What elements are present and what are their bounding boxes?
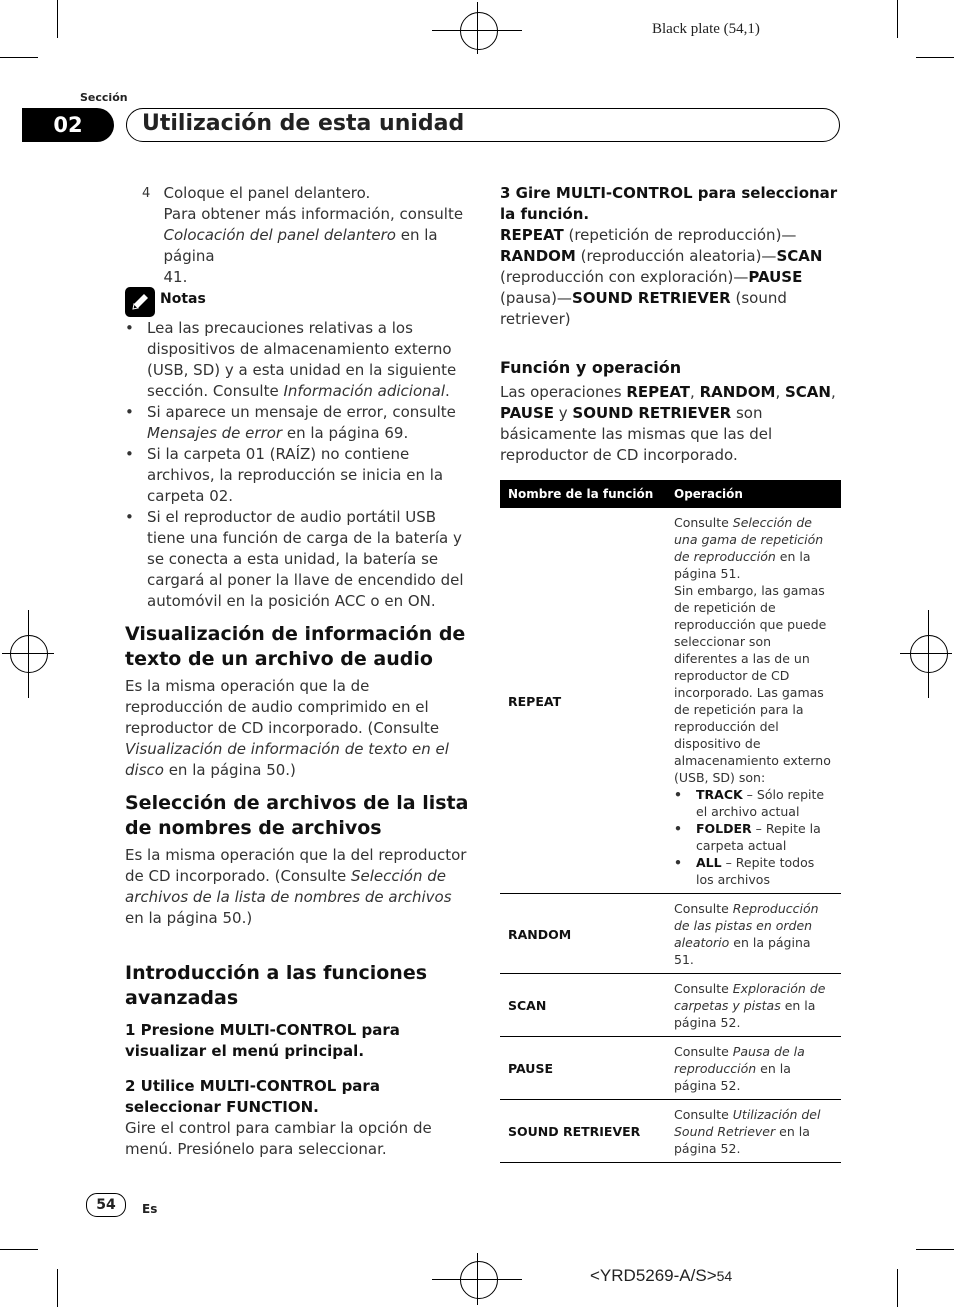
paragraph: Es la misma operación que la de reproducción de audio comprimido en el reproductor de CD incorporado. (Consulte Visualización de información de texto en el disco en la página 50.) (125, 677, 449, 779)
list-item: • ALL – Repite todos los archivos (674, 854, 833, 888)
paragraph: Gire el control para cambiar la opción de menú. Presiónelo para seleccionar. (125, 1119, 432, 1158)
crop-mark (0, 1249, 38, 1250)
crop-mark (897, 1269, 898, 1307)
step-text: 41. (163, 268, 188, 286)
list-item: • Si la carpeta 01 (RAÍZ) no contiene archivos, la reproducción se inicia en la carpeta 02. (125, 444, 467, 507)
section-heading: Introducción a las funciones avanzadas (125, 962, 428, 1009)
page-number: 54 (86, 1193, 126, 1217)
list-item: • FOLDER – Repite la carpeta actual (674, 820, 833, 854)
list-item: • Si el reproductor de audio portátil USB tiene una función de carga de la batería y se conecta a esta unidad, la batería se cargará al poner la llave de encendido del automóvil en la posición ACC o en ON. (125, 507, 467, 612)
list-item: • TRACK – Sólo repite el archivo actual (674, 786, 833, 820)
paragraph: Las operaciones REPEAT, RANDOM, SCAN, PAUSE y SOUND RETRIEVER son básicamente las mismas que las del reproductor de CD incorporado. (500, 383, 836, 464)
crop-mark (916, 57, 954, 58)
function-name: PAUSE (500, 1037, 666, 1100)
step-4 (142, 183, 472, 288)
list-item: • Si aparece un mensaje de error, consulte Mensajes de error en la página 69. (125, 402, 467, 444)
list-item: • Lea las precauciones relativas a los dispositivos de almacenamiento externo (USB, SD) y a esta unidad en la siguiente sección. Consulte Información adicional. (125, 318, 467, 402)
function-sequence: REPEAT (repetición de reproducción)—RANDOM (reproducción aleatoria)—SCAN (reproducción con exploración)—PAUSE (pausa)—SOUND RETRIEVER (sound retriever) (500, 226, 823, 328)
table-row (500, 974, 841, 1037)
column-header: Operación (666, 480, 841, 508)
document-code: <YRD5269-A/S>54 (590, 1266, 733, 1285)
table-header-row (500, 480, 841, 508)
crop-mark (0, 57, 38, 58)
operation-cell: Consulte Exploración de carpetas y pistas en la página 52. (666, 974, 841, 1037)
operation-cell: Consulte Utilización del Sound Retriever en la página 52. (666, 1100, 841, 1163)
crop-mark (897, 0, 898, 38)
section-heading: Visualización de información de texto de un archivo de audio (125, 623, 466, 670)
repeat-options (674, 786, 833, 888)
notes-list (125, 318, 467, 612)
paragraph: Es la misma operación que la del reproductor de CD incorporado. (Consulte Selección de archivos de la lista de nombres de archivos en la página 50.) (125, 846, 467, 927)
table-row (500, 508, 841, 894)
pencil-icon (125, 287, 155, 317)
function-name: REPEAT (500, 508, 666, 894)
function-name: RANDOM (500, 894, 666, 974)
notes-title: Notas (160, 291, 206, 307)
section-title: Utilización de esta unidad (142, 111, 465, 136)
function-name: SOUND RETRIEVER (500, 1100, 666, 1163)
cross-reference: Colocación del panel delantero (163, 226, 396, 244)
section-heading: Selección de archivos de la lista de nombres de archivos (125, 792, 469, 839)
table-row (500, 1037, 841, 1100)
crop-mark (57, 1269, 58, 1307)
step-text: Para obtener más información, consulte (163, 205, 464, 223)
operation-cell: Consulte Pausa de la reproducción en la página 52. (666, 1037, 841, 1100)
crop-mark (57, 0, 58, 38)
table-row (500, 894, 841, 974)
function-table (500, 480, 841, 1163)
step-text: en la página (163, 226, 438, 265)
language-code: Es (142, 1202, 158, 1216)
function-name: SCAN (500, 974, 666, 1037)
step-number: 4 (142, 186, 151, 201)
crop-mark (916, 1249, 954, 1250)
step-text: Coloque el panel delantero. (163, 184, 371, 202)
section-label: Sección (80, 91, 128, 104)
step-3: 3 Gire MULTI-CONTROL para seleccionar la función. (500, 184, 838, 223)
step-2: 2 Utilice MULTI-CONTROL para seleccionar FUNCTION. (125, 1077, 380, 1116)
step-1: 1 Presione MULTI-CONTROL para visualizar el menú principal. (125, 1021, 400, 1060)
operation-cell: Consulte Selección de una gama de repetición de reproducción en la página 51. Sin embargo, las gamas de repetición de reproducción que puede seleccionar son diferentes a las de un reproductor de CD incorporado. Las gamas de repetición para la reproducción del dispositivo de almacenamiento externo (USB, SD) son: • TRACK – Sólo repite el archivo actual • FOLDER – Repite la carpeta actual • ALL – Repite todos los archivos (666, 508, 841, 894)
section-number: 02 (22, 108, 114, 142)
plate-label: Black plate (54,1) (652, 21, 760, 37)
column-header: Nombre de la función (500, 480, 666, 508)
subheading: Función y operación (500, 358, 682, 377)
table-row (500, 1100, 841, 1163)
operation-cell: Consulte Reproducción de las pistas en orden aleatorio en la página 51. (666, 894, 841, 974)
